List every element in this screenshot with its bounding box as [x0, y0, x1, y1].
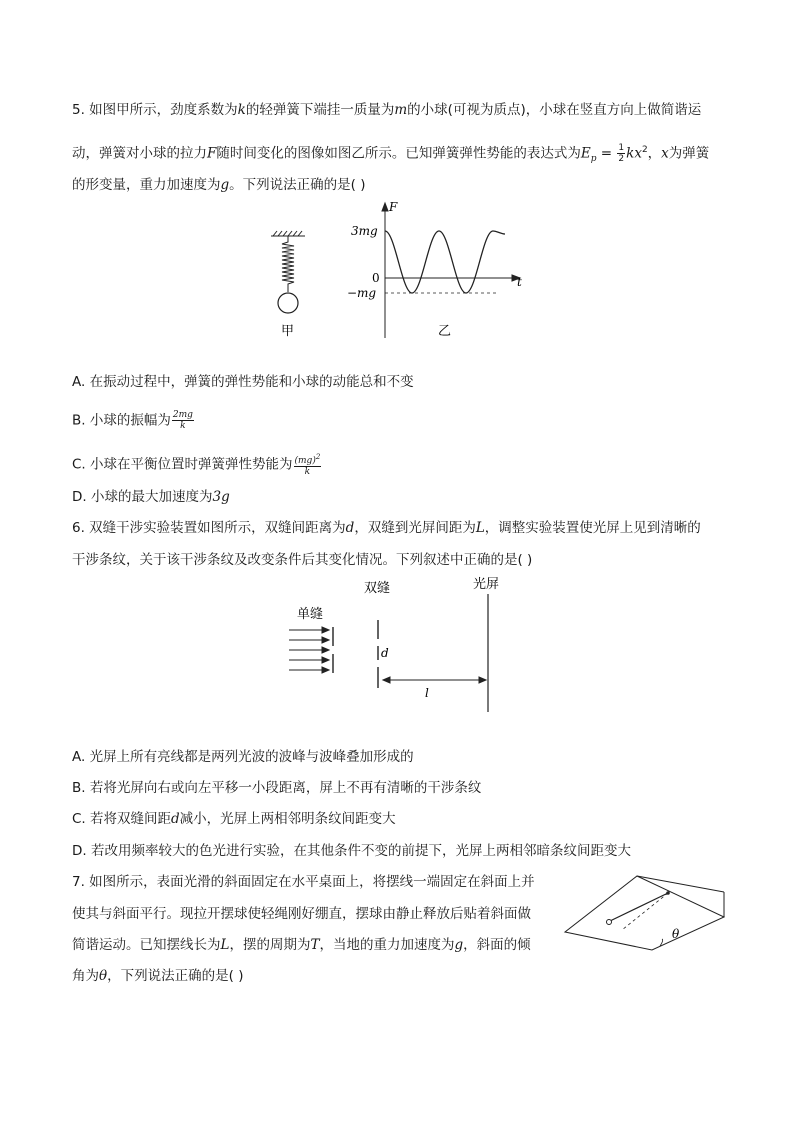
- text: B. 小球的振幅为: [72, 412, 171, 429]
- ball-icon: [278, 293, 298, 313]
- fraction: [294, 452, 322, 477]
- q7-line-4: [72, 966, 243, 986]
- q6-figure: [285, 572, 515, 717]
- text: ，下列说法正确的是( ): [107, 968, 244, 984]
- label-theta: θ: [672, 927, 680, 941]
- text: C. 若将双缝间距: [72, 811, 172, 827]
- text: 减小，光屏上两相邻明条纹间距变大: [179, 811, 396, 827]
- q7-line-1: 7. 如图所示，表面光滑的斜面固定在水平桌面上，将摆线一端固定在斜面上并: [72, 874, 535, 890]
- text: 随时间变化的图像如图乙所示。已知弹簧弹性势能的表达式为: [216, 145, 581, 162]
- text: ，摆的周期为: [229, 937, 311, 953]
- label-l: l: [425, 686, 429, 700]
- text: 。下列说法正确的是( ): [229, 177, 366, 193]
- axis-t: t: [517, 275, 522, 289]
- var-T: T: [310, 937, 320, 953]
- text: ，: [647, 145, 662, 162]
- var-d: d: [345, 520, 355, 536]
- superscript: 2: [315, 453, 321, 461]
- text: 的小球(可视为质点)，小球在竖直方向上做简谐运: [407, 102, 702, 118]
- q6-option-c: [72, 809, 396, 829]
- light-arrows: [289, 627, 329, 673]
- equals: =: [596, 145, 617, 162]
- text: D. 小球的最大加速度为: [72, 489, 213, 505]
- pivot-icon: [666, 891, 670, 895]
- tick-0: 0: [372, 271, 380, 285]
- q6-option-b: B. 若将光屏向右或向左平移一小段距离，屏上不再有清晰的干涉条纹: [72, 780, 482, 796]
- text: ，调整实验装置使光屏上见到清晰的: [484, 520, 701, 536]
- text: 的轻弹簧下端挂一质量为: [245, 102, 395, 118]
- value: 3g: [212, 489, 230, 505]
- q5-option-c: [72, 452, 322, 477]
- q5-option-d: [72, 487, 230, 507]
- frac-num: 2mg: [172, 410, 193, 420]
- q5-line-2: [72, 140, 709, 169]
- text: C. 小球在平衡位置时弹簧弹性势能为: [72, 456, 293, 473]
- fraction: [172, 410, 194, 431]
- text: ，斜面的倾: [463, 937, 531, 953]
- q5-option-b: [72, 410, 195, 431]
- text: ，双缝到光屏间距为: [354, 520, 476, 536]
- text: 5. 如图甲所示，劲度系数为: [72, 102, 238, 118]
- q7-line-3: [72, 935, 531, 955]
- q6-line-1: [72, 518, 701, 538]
- var-L: L: [220, 937, 230, 953]
- var-g: g: [220, 177, 230, 193]
- q5-figure: [255, 198, 545, 343]
- q7-line-2: 使其与斜面平行。现拉开摆球使轻绳刚好绷直，摆球由静止释放后贴着斜面做: [72, 906, 531, 922]
- tick-neg-mg: −mg: [347, 286, 377, 300]
- var-k: k: [237, 102, 246, 118]
- var-theta: θ: [99, 968, 108, 984]
- label-single-slit: 单缝: [297, 607, 324, 622]
- q5-line-3: [72, 175, 365, 195]
- var-x: x: [661, 145, 669, 162]
- incline-icon: [565, 876, 724, 950]
- distance-arrow: [383, 677, 486, 683]
- var-d: d: [171, 811, 180, 827]
- var-g: g: [454, 937, 464, 953]
- label-screen: 光屏: [473, 577, 500, 592]
- superscript: 2: [641, 145, 648, 155]
- label-yi: 乙: [438, 324, 452, 339]
- text: 6. 双缝干涉实验装置如图所示，双缝间距离为: [72, 520, 346, 536]
- graph-axes: [382, 203, 520, 338]
- tick-3mg: 3mg: [351, 224, 378, 238]
- text: ，当地的重力加速度为: [319, 937, 455, 953]
- text: 的形变量，重力加速度为: [72, 177, 221, 193]
- q5-line-1: [72, 100, 701, 120]
- subscript-p: p: [590, 154, 597, 165]
- spring-icon: [282, 236, 294, 292]
- var-kx: kx: [626, 145, 642, 162]
- q7-figure: [560, 868, 730, 963]
- var-m: m: [394, 102, 408, 118]
- frac-den: k: [180, 421, 186, 431]
- text: 简谐运动。已知摆线长为: [72, 937, 221, 953]
- force-curve: [385, 231, 505, 293]
- frac-den: k: [304, 467, 311, 477]
- text: 为弹簧: [668, 145, 710, 162]
- axis-F: F: [389, 200, 398, 214]
- q6-option-a: A. 光屏上所有亮线都是两列光波的波峰与波峰叠加形成的: [72, 749, 414, 765]
- frac-den: 2: [618, 154, 625, 164]
- fraction-half: [617, 143, 625, 164]
- label-d: d: [381, 646, 389, 660]
- frac-num: (mg): [294, 456, 316, 466]
- var-E: E: [580, 145, 591, 162]
- pendulum-ball-icon: [607, 920, 612, 925]
- text: 动，弹簧对小球的拉力: [72, 145, 207, 162]
- ceiling-icon: [271, 231, 305, 236]
- label-jia: 甲: [281, 324, 295, 339]
- q6-line-2: 干涉条纹，关于该干涉条纹及改变条件后其变化情况。下列叙述中正确的是( ): [72, 552, 533, 568]
- var-L: L: [475, 520, 485, 536]
- q5-option-a: A. 在振动过程中，弹簧的弹性势能和小球的动能总和不变: [72, 374, 414, 390]
- var-F: F: [207, 145, 217, 162]
- label-double-slit: 双缝: [364, 581, 391, 596]
- frac-num: 1: [618, 143, 625, 153]
- q6-option-d: D. 若改用频率较大的色光进行实验，在其他条件不变的前提下，光屏上两相邻暗条纹间距变大: [72, 843, 631, 859]
- text: 角为: [72, 968, 99, 984]
